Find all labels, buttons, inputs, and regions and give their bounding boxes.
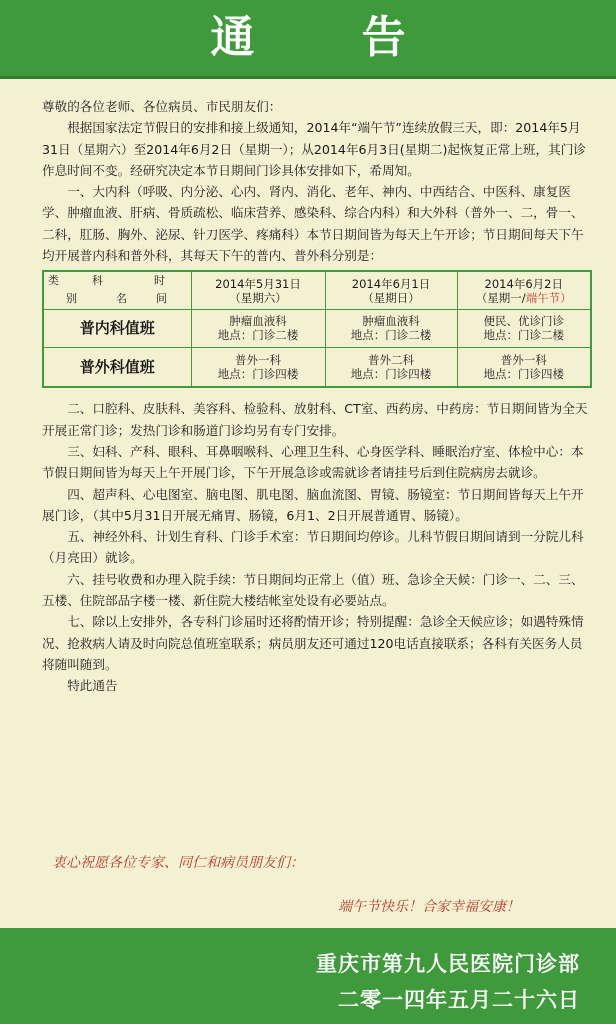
date-text: 2014年6月2日	[484, 276, 563, 291]
intro-paragraph: 根据国家法定节假日的安排和接上级通知，2014年“端午节”连续放假三天，即：2014年5月31日（星期六）至2014年6月2日（星期一）；从2014年6月3日(星期二)起恢复正常上班，其门诊作息时间不变。经研究决定本节日期间门诊具体安排如下，希周知。	[42, 120, 586, 178]
duty-cell	[325, 309, 457, 347]
header-banner	[0, 0, 616, 79]
item-1: 一、大内科（呼吸、内分泌、心内、肾内、消化、老年、神内、中西结合、中医科、康复医学、肿瘤血液、肝病、骨质疏松、临床营养、感染科、综合内科）和大外科（普外一、二，骨一、二科，肛肠、胸外、泌尿、针刀医学、疼痛科）本节日期间皆为每天上午开诊；节日期间每天下午均开展普内科和普外科，其每天下午的普内、普外科分别是：	[42, 184, 584, 264]
weekday-text: （星期六）	[229, 290, 287, 305]
duty-department: 肿瘤血液科	[229, 314, 287, 329]
item-2: 二、口腔科、皮肤科、美容科、检验科、放射科、CT室、西药房、中药房：节日期间皆为全天开展正常门诊；发热门诊和肠道门诊均另有专门安排。	[42, 401, 588, 438]
organization-name: 重庆市第九人民医院门诊部	[316, 952, 580, 976]
corner-text: 名	[116, 291, 127, 305]
duty-location: 地点：门诊二楼	[350, 328, 432, 343]
issue-date: 二零一四年五月二十六日	[338, 988, 580, 1012]
corner-text: 类	[48, 273, 59, 287]
item-3: 三、妇科、产科、眼科、耳鼻咽喉科、心理卫生科、心身医学科、睡眠治疗室、体检中心：本节假日期间皆为每天上午开展门诊，下午开展急诊或需就诊者请挂号后到住院病房去就诊。	[42, 443, 584, 481]
corner-text: 时	[154, 273, 165, 287]
duty-cell	[457, 347, 591, 387]
duty-department: 普外一科	[235, 353, 281, 368]
corner-text: 间	[156, 291, 167, 305]
row-label-surgical: 普外科值班	[43, 347, 191, 387]
item-4: 四、超声科、心电图室、脑电图、肌电图、脑血流图、胃镜、肠镜室：节日期间皆每天上午开展门诊，（其中5月31日开展无痛胃、肠镜，6月1、2日开展普通胃、肠镜）。	[42, 486, 584, 523]
notice-body	[42, 96, 590, 697]
date-header	[191, 271, 325, 309]
duty-cell	[457, 309, 591, 347]
duty-location: 地点：门诊二楼	[217, 328, 299, 343]
duty-location: 地点：门诊四楼	[217, 367, 299, 382]
duty-cell	[191, 309, 325, 347]
date-header	[325, 271, 457, 309]
greeting-text: 衷心祝愿各位专家、同仁和病员朋友们：	[52, 855, 304, 871]
weekday-text: （星期一/	[475, 290, 526, 305]
date-text: 2014年6月1日	[351, 276, 431, 291]
duty-cell	[191, 347, 325, 387]
wish-text: 端午节快乐！合家幸福安康！	[338, 899, 520, 915]
weekday-text: （星期日）	[362, 290, 420, 305]
row-label-internal: 普内科值班	[43, 309, 191, 347]
holiday-text: 端午节）	[525, 290, 572, 305]
closing-line: 特此通告	[67, 678, 118, 694]
item-5: 五、神经外科、计划生育科、门诊手术室：节日期间均停诊。儿科节假日期间请到一分院儿科（月亮田）就诊。	[42, 529, 584, 566]
table-corner-cell	[43, 271, 191, 309]
duty-department: 便民、优诊门诊	[483, 314, 564, 329]
duty-cell	[325, 347, 457, 387]
duty-department: 普外二科	[368, 353, 414, 368]
duty-location: 地点：门诊二楼	[483, 328, 564, 343]
corner-text: 别	[66, 291, 77, 305]
date-text: 2014年5月31日	[215, 276, 301, 291]
item-7: 七、除以上安排外，各专科门诊届时还将酌情开诊；特别提醒：急诊全天候应诊；如遇特殊情况、抢救病人请及时向院总值班室联系；病员朋友还可通过120电话直接联系；各科有关医务人员将随叫随到。	[42, 614, 584, 672]
duty-department: 普外一科	[500, 353, 547, 368]
salutation: 尊敬的各位老师、各位病员、市民朋友们：	[42, 99, 282, 114]
duty-location: 地点：门诊四楼	[350, 367, 432, 382]
duty-department: 肿瘤血液科	[362, 314, 420, 329]
footer-banner	[0, 928, 616, 1024]
duty-location: 地点：门诊四楼	[483, 367, 564, 382]
corner-text: 科	[92, 273, 103, 287]
schedule-table	[42, 270, 592, 388]
item-6: 六、挂号收费和办理入院手续：节日期间均正常上（值）班、急诊全天候：门诊一、二、三、五楼、住院部品字楼一楼、新住院大楼结帐室处设有必要站点。	[42, 571, 584, 609]
date-header	[457, 271, 591, 309]
notice-title: 通 告	[210, 12, 452, 63]
